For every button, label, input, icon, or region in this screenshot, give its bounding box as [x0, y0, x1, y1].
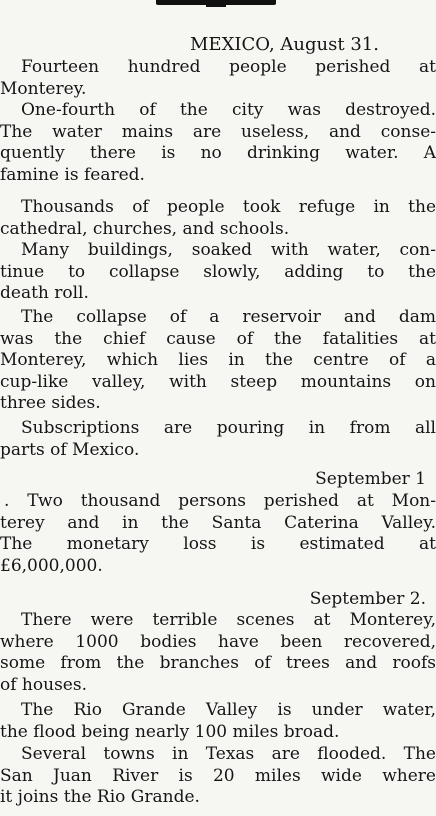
paragraph-3 [0, 197, 436, 240]
paragraph-line: Many buildings, soaked with water, con- [21, 240, 436, 260]
paragraph-line: tinue to collapse slowly, adding to the [0, 261, 436, 282]
paragraph-2 [0, 100, 436, 186]
paragraph-line: cathedral, churches, and schools. [0, 218, 290, 239]
paragraph-line: The monetary loss is estimated at [0, 534, 436, 554]
paragraph-line: . Two thousand persons perished at Mon- [4, 491, 436, 511]
section-date: September 2. [309, 589, 426, 609]
paragraph-line: famine is feared. [0, 164, 145, 185]
paragraph-line: £6,000,000. [0, 555, 103, 576]
paragraph-line: cup-like valley, with steep mountains on [0, 371, 436, 392]
paragraph-line: The Rio Grande Valley is under water, [21, 700, 436, 720]
paragraph-4 [0, 240, 436, 305]
paragraph-line: The collapse of a reservoir and dam [21, 307, 436, 327]
paragraph-line: the flood being nearly 100 miles broad. [0, 721, 340, 742]
dateline: MEXICO, August 31. [190, 34, 379, 55]
paragraph-sep2-3 [0, 744, 436, 809]
paragraph-line: terey and in the Santa Caterina Valley. [0, 512, 436, 533]
paragraph-line: where 1000 bodies have been recovered, [0, 631, 436, 652]
paragraph-line: Subscriptions are pouring in from all [21, 418, 436, 438]
paragraph-line: quently there is no drinking water. A [0, 143, 436, 163]
paragraph-line: There were terrible scenes at Monterey, [21, 610, 436, 630]
paragraph-1 [0, 57, 436, 100]
paragraph-line: death roll. [0, 283, 89, 303]
paragraph-line: was the chief cause of the fatalities at [0, 328, 436, 349]
paragraph-sep1 [0, 491, 436, 577]
paragraph-5 [0, 307, 436, 415]
paragraph-line: The water mains are useless, and conse- [0, 121, 436, 142]
paragraph-line: three sides. [0, 393, 101, 413]
paragraph-line: Monterey. [0, 78, 87, 99]
section-date: September 1 [315, 469, 426, 489]
paragraph-sep2-2 [0, 700, 436, 743]
paragraph-line: it joins the Rio Grande. [0, 787, 200, 807]
paragraph-line: One-fourth of the city was destroyed. [21, 100, 436, 120]
paragraph-line: San Juan River is 20 miles wide where [0, 765, 436, 786]
paragraph-line: of houses. [0, 674, 87, 695]
paragraph-line: some from the branches of trees and roofs [0, 653, 436, 673]
top-rule-ornament [206, 0, 226, 7]
paragraph-6 [0, 418, 436, 461]
paragraph-sep2-1 [0, 610, 436, 696]
paragraph-line: Several towns in Texas are flooded. The [21, 744, 436, 764]
paragraph-line: Thousands of people took refuge in the [21, 197, 436, 217]
paragraph-line: Fourteen hundred people perished at [21, 57, 436, 77]
paragraph-line: parts of Mexico. [0, 439, 140, 460]
paragraph-line: Monterey, which lies in the centre of a [0, 350, 436, 370]
